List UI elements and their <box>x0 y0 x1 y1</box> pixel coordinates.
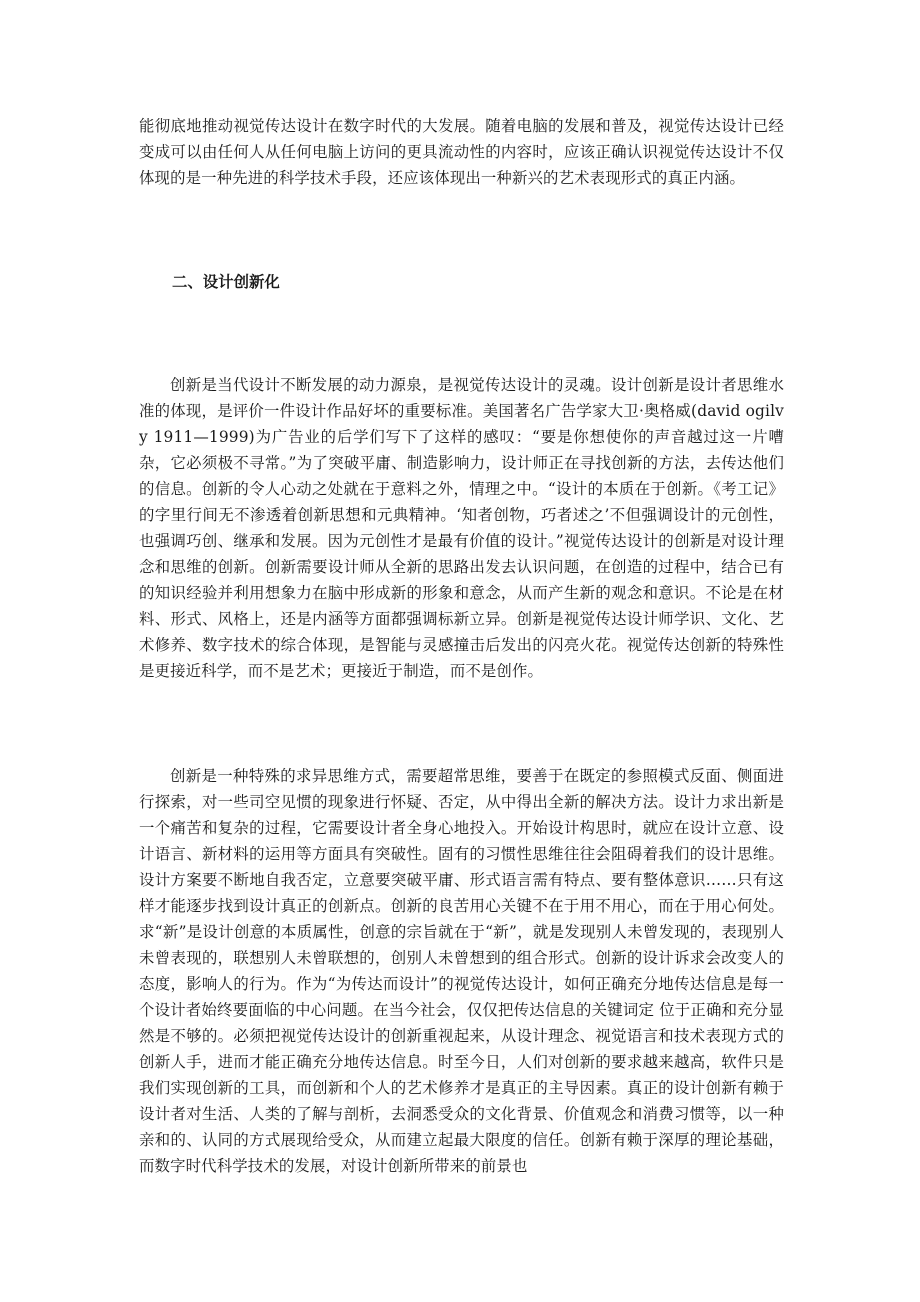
body-paragraph-one: 创新是当代设计不断发展的动力源泉，是视觉传达设计的灵魂。设计创新是设计者思维水准的体现，是评价一件设计作品好坏的重要标准。美国著名广告学家大卫·奥格威(david ogilvy 1911—1999)为广告业的后学们写下了这样的感叹：“要是你想使你的声音越过这一片嘈杂，它必须极不寻常。”为了突破平庸、制造影响力，设计师正在寻找创新的方法，去传达他们的信息。创新的令人心动之处就在于意料之外，情理之中。“设计的本质在于创新。《考工记》的字里行间无不渗透着创新思想和元典精神。‘知者创物，巧者述之’不但强调设计的元创性，也强调巧创、继承和发展。因为元创性才是最有价值的设计。”视觉传达设计的创新是对设计理念和思维的创新。创新需要设计师从全新的思路出发去认识问题，在创造的过程中，结合已有的知识经验并利用想象力在脑中形成新的形象和意念，从而产生新的观念和意识。不论是在材料、形式、风格上，还是内涵等方面都强调标新立异。创新是视觉传达设计师学识、文化、艺术修养、数字技术的综合体现，是智能与灵感撞击后发出的闪亮火花。视觉传达创新的特殊性是更接近科学，而不是艺术；更接近于制造，而不是创作。 <box>139 376 784 680</box>
intro-paragraph: 能彻底地推动视觉传达设计在数字时代的大发展。随着电脑的发展和普及，视觉传达设计已经变成可以由任何人从任何电脑上访问的更具流动性的内容时，应该正确认识视觉传达设计不仅体现的是一种先进的科学技术手段，还应该体现出一种新兴的艺术表现形式的真正内涵。 <box>139 117 784 187</box>
section-heading: 二、设计创新化 <box>172 273 280 291</box>
body-paragraph-two: 创新是一种特殊的求异思维方式，需要超常思维，要善于在既定的参照模式反面、侧面进行探索，对一些司空见惯的现象进行怀疑、否定，从中得出全新的解决方法。设计力求出新是一个痛苦和复杂的过程，它需要设计者全身心地投入。开始设计构思时，就应在设计立意、设计语言、新材料的运用等方面具有突破性。固有的习惯性思维往往会阻碍着我们的设计思维。设计方案要不断地自我否定，立意要突破平庸、形式语言需有特点、要有整体意识……只有这样才能逐步找到设计真正的创新点。创新的良苦用心关键不在于用不用心，而在于用心何处。求“新”是设计创意的本质属性，创意的宗旨就在于“新”，就是发现别人未曾发现的，表现别人未曾表现的，联想别人未曾联想的，创别人未曾想到的组合形式。创新的设计诉求会改变人的态度，影响人的行为。作为“为传达而设计”的视觉传达设计，如何正确充分地传达信息是每一个设计者始终要面临的中心问题。在当今社会，仅仅把传达信息的关键词定 位于正确和充分显然是不够的。必须把视觉传达设计的创新重视起来，从设计理念、视觉语言和技术表现方式的创新人手，进而才能正确充分地传达信息。时至今日，人们对创新的要求越来越高，软件只是我们实现创新的工具，而创新和个人的艺术修养才是真正的主导因素。真正的设计创新有赖于设计者对生活、人类的了解与剖析，去洞悉受众的文化背景、价值观念和消费习惯等，以一种亲和的、认同的方式展现给受众，从而建立起最大限度的信任。创新有赖于深厚的理论基础，而数字时代科学技术的发展，对设计创新所带来的前景也 <box>139 767 784 1175</box>
